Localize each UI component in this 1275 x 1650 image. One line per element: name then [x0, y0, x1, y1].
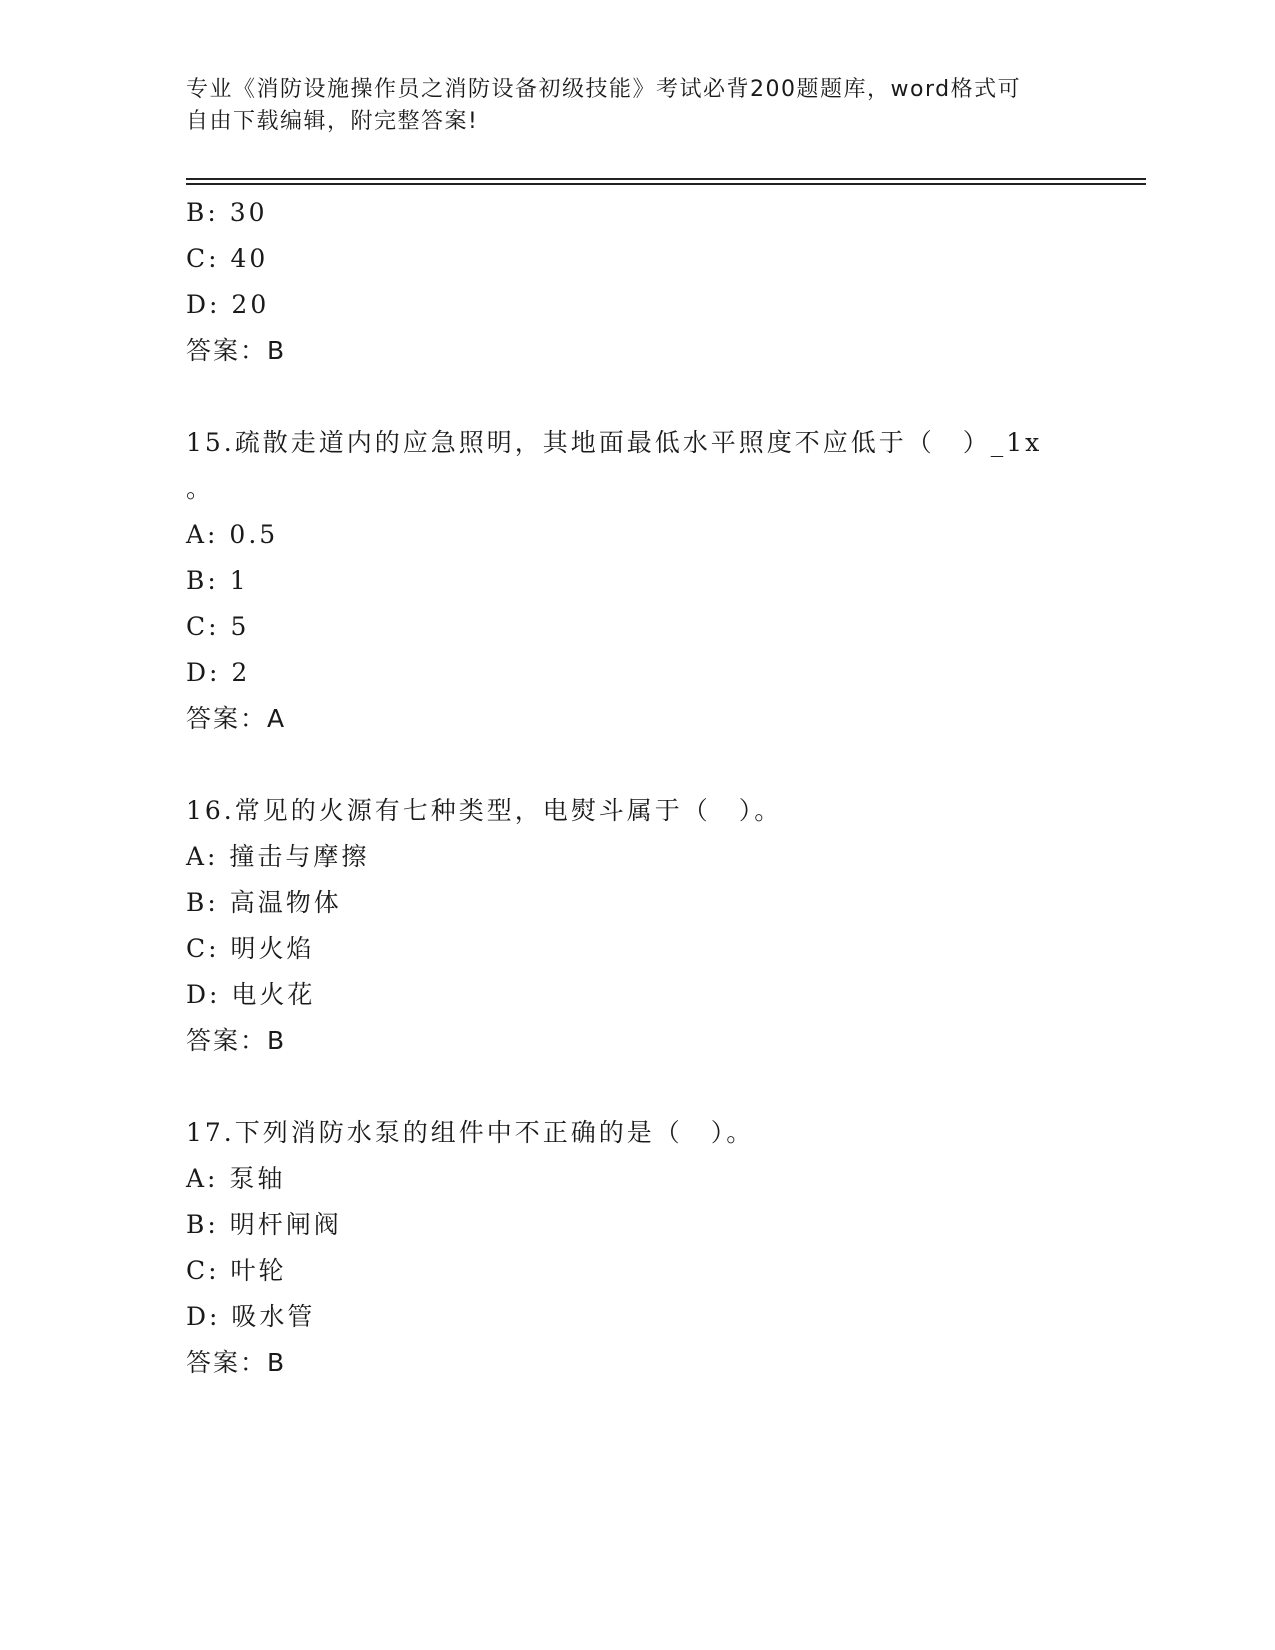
partial-question: [186, 190, 1146, 374]
option-b: B: 1: [186, 566, 249, 595]
question-stem: 15.疏散走道内的应急照明，其地面最低水平照度不应低于（ ）_1x: [186, 428, 1043, 457]
option-c: C: 5: [186, 612, 250, 641]
option-a: A: 0.5: [186, 520, 279, 549]
answer-line: 答案：B: [186, 1348, 287, 1377]
option-c: C: 40: [186, 244, 269, 273]
option-a: A: 撞击与摩擦: [186, 842, 370, 871]
header-rule-top: [186, 178, 1146, 180]
option-d: D: 吸水管: [186, 1302, 316, 1331]
question-stem: 16.常见的火源有七种类型，电熨斗属于（ ）。: [186, 796, 783, 825]
option-d: D: 电火花: [186, 980, 316, 1009]
header-line-2: 自由下载编辑，附完整答案!: [186, 109, 479, 134]
question-stem: 17.下列消防水泵的组件中不正确的是（ ）。: [186, 1118, 755, 1147]
spacer: [186, 1064, 1146, 1110]
header-rule-bottom: [186, 183, 1146, 185]
option-d: D: 2: [186, 658, 251, 687]
answer-line: 答案：B: [186, 1026, 287, 1055]
header-line-1: 专业《消防设施操作员之消防设备初级技能》考试必背200题题库，word格式可: [186, 77, 1022, 102]
answer-line: 答案：B: [186, 336, 287, 365]
option-b: B: 明杆闸阀: [186, 1210, 342, 1239]
option-c: C: 明火焰: [186, 934, 315, 963]
question-15: [186, 420, 1146, 742]
option-b: B: 30: [186, 198, 268, 227]
document-header: [186, 74, 1066, 138]
question-17: [186, 1110, 1146, 1386]
option-b: B: 高温物体: [186, 888, 342, 917]
question-16: [186, 788, 1146, 1064]
question-stem-continued: 。: [186, 474, 215, 503]
spacer: [186, 742, 1146, 788]
answer-line: 答案：A: [186, 704, 287, 733]
question-list: [186, 190, 1146, 1386]
option-d: D: 20: [186, 290, 270, 319]
option-c: C: 叶轮: [186, 1256, 287, 1285]
option-a: A: 泵轴: [186, 1164, 286, 1193]
spacer: [186, 374, 1146, 420]
